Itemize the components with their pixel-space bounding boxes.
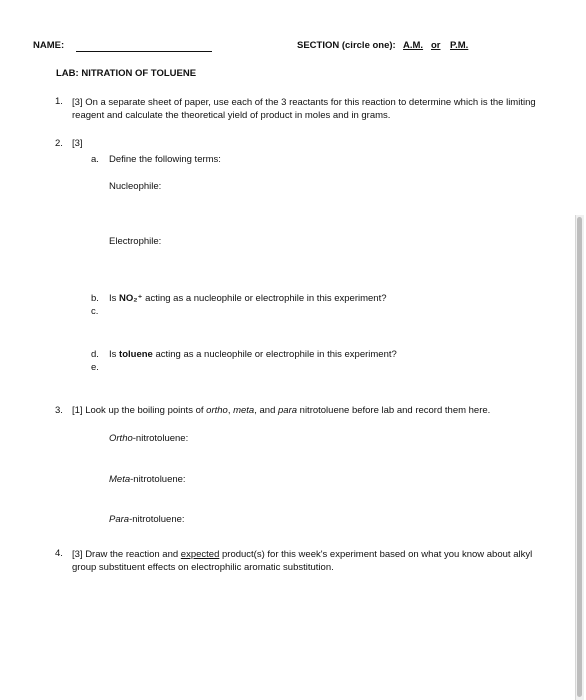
electrophile-term: Electrophile: [109,236,162,247]
q2b-letter: b. [91,293,99,304]
q2d-question [109,349,397,360]
para-nitrotoluene-label [109,514,185,525]
nucleophile-term: Nucleophile: [109,181,162,192]
q1-text: [3] On a separate sheet of paper, use each of the 3 reactants for this reaction to determine which is the limiting reagent and calculate the theoretical yield of product in moles and in grams. [72,97,536,121]
q2a-text: Define the following terms: [109,154,221,165]
or-text: or [431,40,441,51]
q3-t1: [1] Look up the boiling points of [72,405,204,416]
q2a-letter: a. [91,154,99,165]
q2d-letter: d. [91,349,99,360]
name-label: NAME: [33,40,65,51]
q2e-letter: e. [91,362,99,373]
q2b-post: acting as a nucleophile or electrophile in this experiment? [145,293,387,304]
q2c-letter: c. [91,306,99,317]
q1-number: 1. [55,96,63,107]
meta-prefix: Meta [109,474,131,485]
ortho-nitrotoluene-label [109,433,188,444]
no2-plus: NO₂⁺ [119,293,143,304]
q3-t3: , and [254,405,276,416]
q2-number: 2. [55,138,63,149]
q4-number: 4. [55,548,63,559]
q2b-pre: Is [109,293,117,304]
toluene-word: toluene [119,349,153,360]
ortho-prefix: Ortho [109,433,133,444]
pm-option: P.M. [450,40,469,51]
q3-meta: meta [233,405,255,416]
scrollbar[interactable] [575,215,584,700]
section-label: SECTION (circle one): [297,40,396,51]
lab-title: LAB: NITRATION OF TOLUENE [56,68,197,79]
scrollbar-thumb[interactable] [577,217,582,697]
q2d-post: acting as a nucleophile or electrophile in this experiment? [155,349,397,360]
name-line [76,51,212,52]
q2-points: [3] [72,138,83,149]
meta-nitrotoluene-label [109,474,186,485]
meta-suffix: -nitrotoluene: [130,474,186,485]
q2b-question [109,293,387,304]
q4-t2: product(s) for this week's experiment based on what you know about alkyl group substituent effects on electrophilic aromatic substitution. [72,549,533,573]
ortho-suffix: -nitrotoluene: [132,433,189,444]
q4-expected: expected [180,549,220,560]
q3-ortho: ortho [206,405,228,416]
q4-text [72,548,557,574]
q3-text [72,405,490,416]
para-prefix: Para [109,514,130,525]
q3-t2: , [227,405,231,416]
q3-number: 3. [55,405,63,416]
para-suffix: -nitrotoluene: [129,514,185,525]
q3-para: para [278,405,298,416]
am-option: A.M. [403,40,424,51]
q4-t1: [3] Draw the reaction and [72,549,179,560]
q3-t4: nitrotoluene before lab and record them here. [299,405,491,416]
q2d-pre: Is [109,349,117,360]
